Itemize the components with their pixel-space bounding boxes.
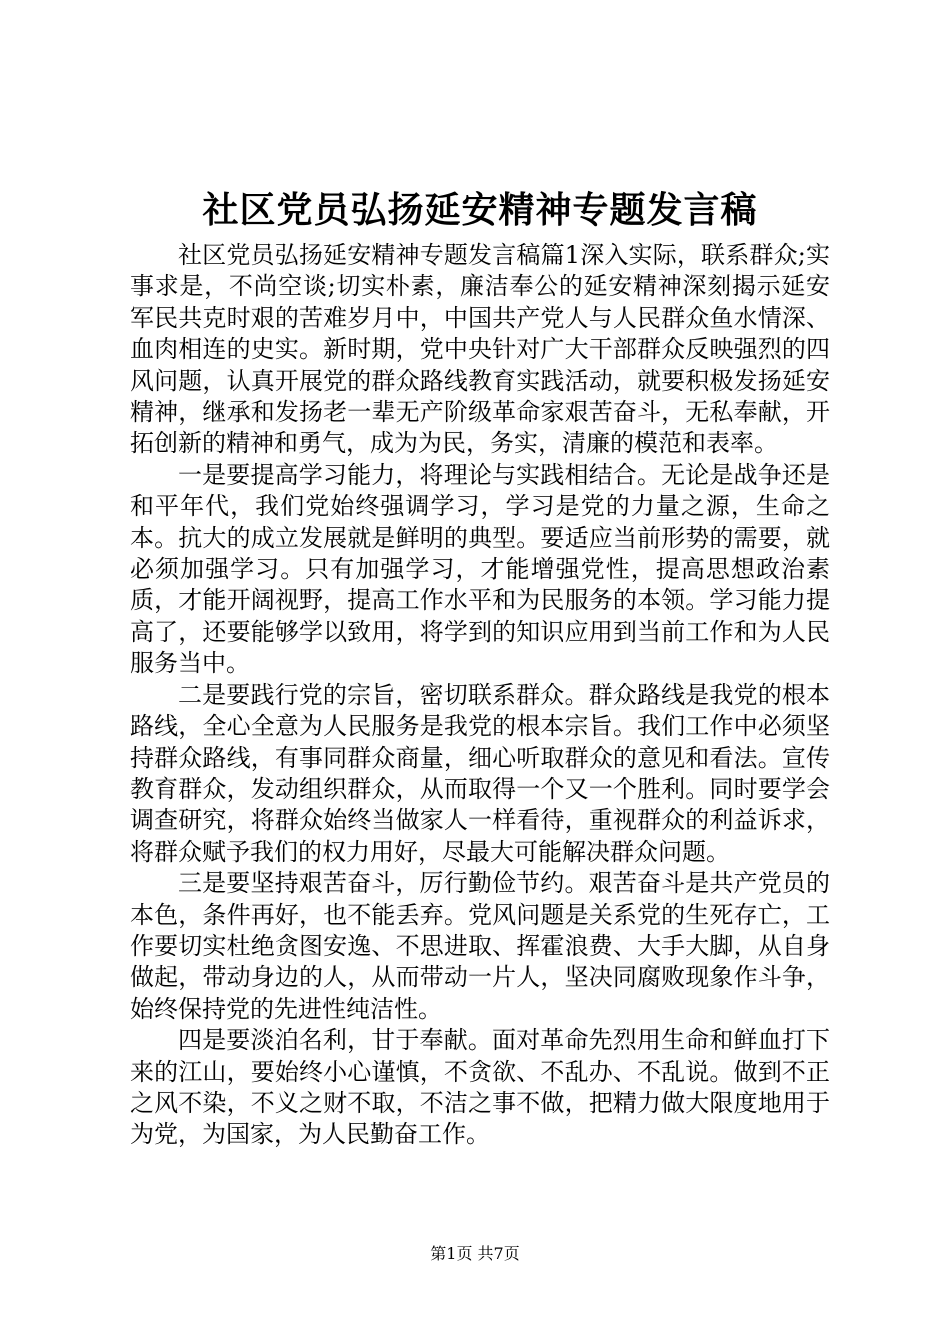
paragraph-point-one: 一是要提高学习能力，将理论与实践相结合。无论是战争还是和平年代，我们党始终强调学习，学习是党的力量之源，生命之本。抗大的成立发展就是鲜明的典型。要适应当前形势的需要，就必须加强学习。只有加强学习，才能增强党性，提高思想政治素质，才能开阔视野，提高工作水平和为民服务的本领。学习能力提高了，还要能够学以致用，将学到的知识应用到当前工作和为人民服务当中。	[130, 460, 830, 678]
document-body	[130, 240, 830, 1151]
paragraph-point-two: 二是要践行党的宗旨，密切联系群众。群众路线是我党的根本路线，全心全意为人民服务是我党的根本宗旨。我们工作中必须坚持群众路线，有事同群众商量，细心听取群众的意见和看法。宣传教育群众，发动组织群众，从而取得一个又一个胜利。同时要学会调查研究，将群众始终当做家人一样看待，重视群众的利益诉求，将群众赋予我们的权力用好，尽最大可能解决群众问题。	[130, 680, 830, 866]
paragraph-point-three: 三是要坚持艰苦奋斗，厉行勤俭节约。艰苦奋斗是共产党员的本色，条件再好，也不能丢弃。党风问题是关系党的生死存亡，工作要切实杜绝贪图安逸、不思进取、挥霍浪费、大手大脚，从自身做起，带动身边的人，从而带动一片人，坚决同腐败现象作斗争，始终保持党的先进性纯洁性。	[130, 869, 830, 1023]
paragraph-intro: 社区党员弘扬延安精神专题发言稿篇1深入实际，联系群众;实事求是，不尚空谈;切实朴素，廉洁奉公的延安精神深刻揭示延安军民共克时艰的苦难岁月中，中国共产党人与人民群众鱼水情深、血肉相连的史实。新时期，党中央针对广大干部群众反映强烈的四风问题，认真开展党的群众路线教育实践活动，就要积极发扬延安精神，继承和发扬老一辈无产阶级革命家艰苦奋斗，无私奉献，开拓创新的精神和勇气，成为为民，务实，清廉的模范和表率。	[130, 241, 830, 458]
page-number-footer: 第1页 共7页	[430, 1244, 520, 1263]
paragraph-point-four: 四是要淡泊名利，甘于奉献。面对革命先烈用生命和鲜血打下来的江山，要始终小心谨慎，不贪欲、不乱办、不乱说。做到不正之风不染，不义之财不取，不洁之事不做，把精力做大限度地用于为党，为国家，为人民勤奋工作。	[130, 1026, 830, 1149]
document-title: 社区党员弘扬延安精神专题发言稿	[202, 189, 758, 231]
